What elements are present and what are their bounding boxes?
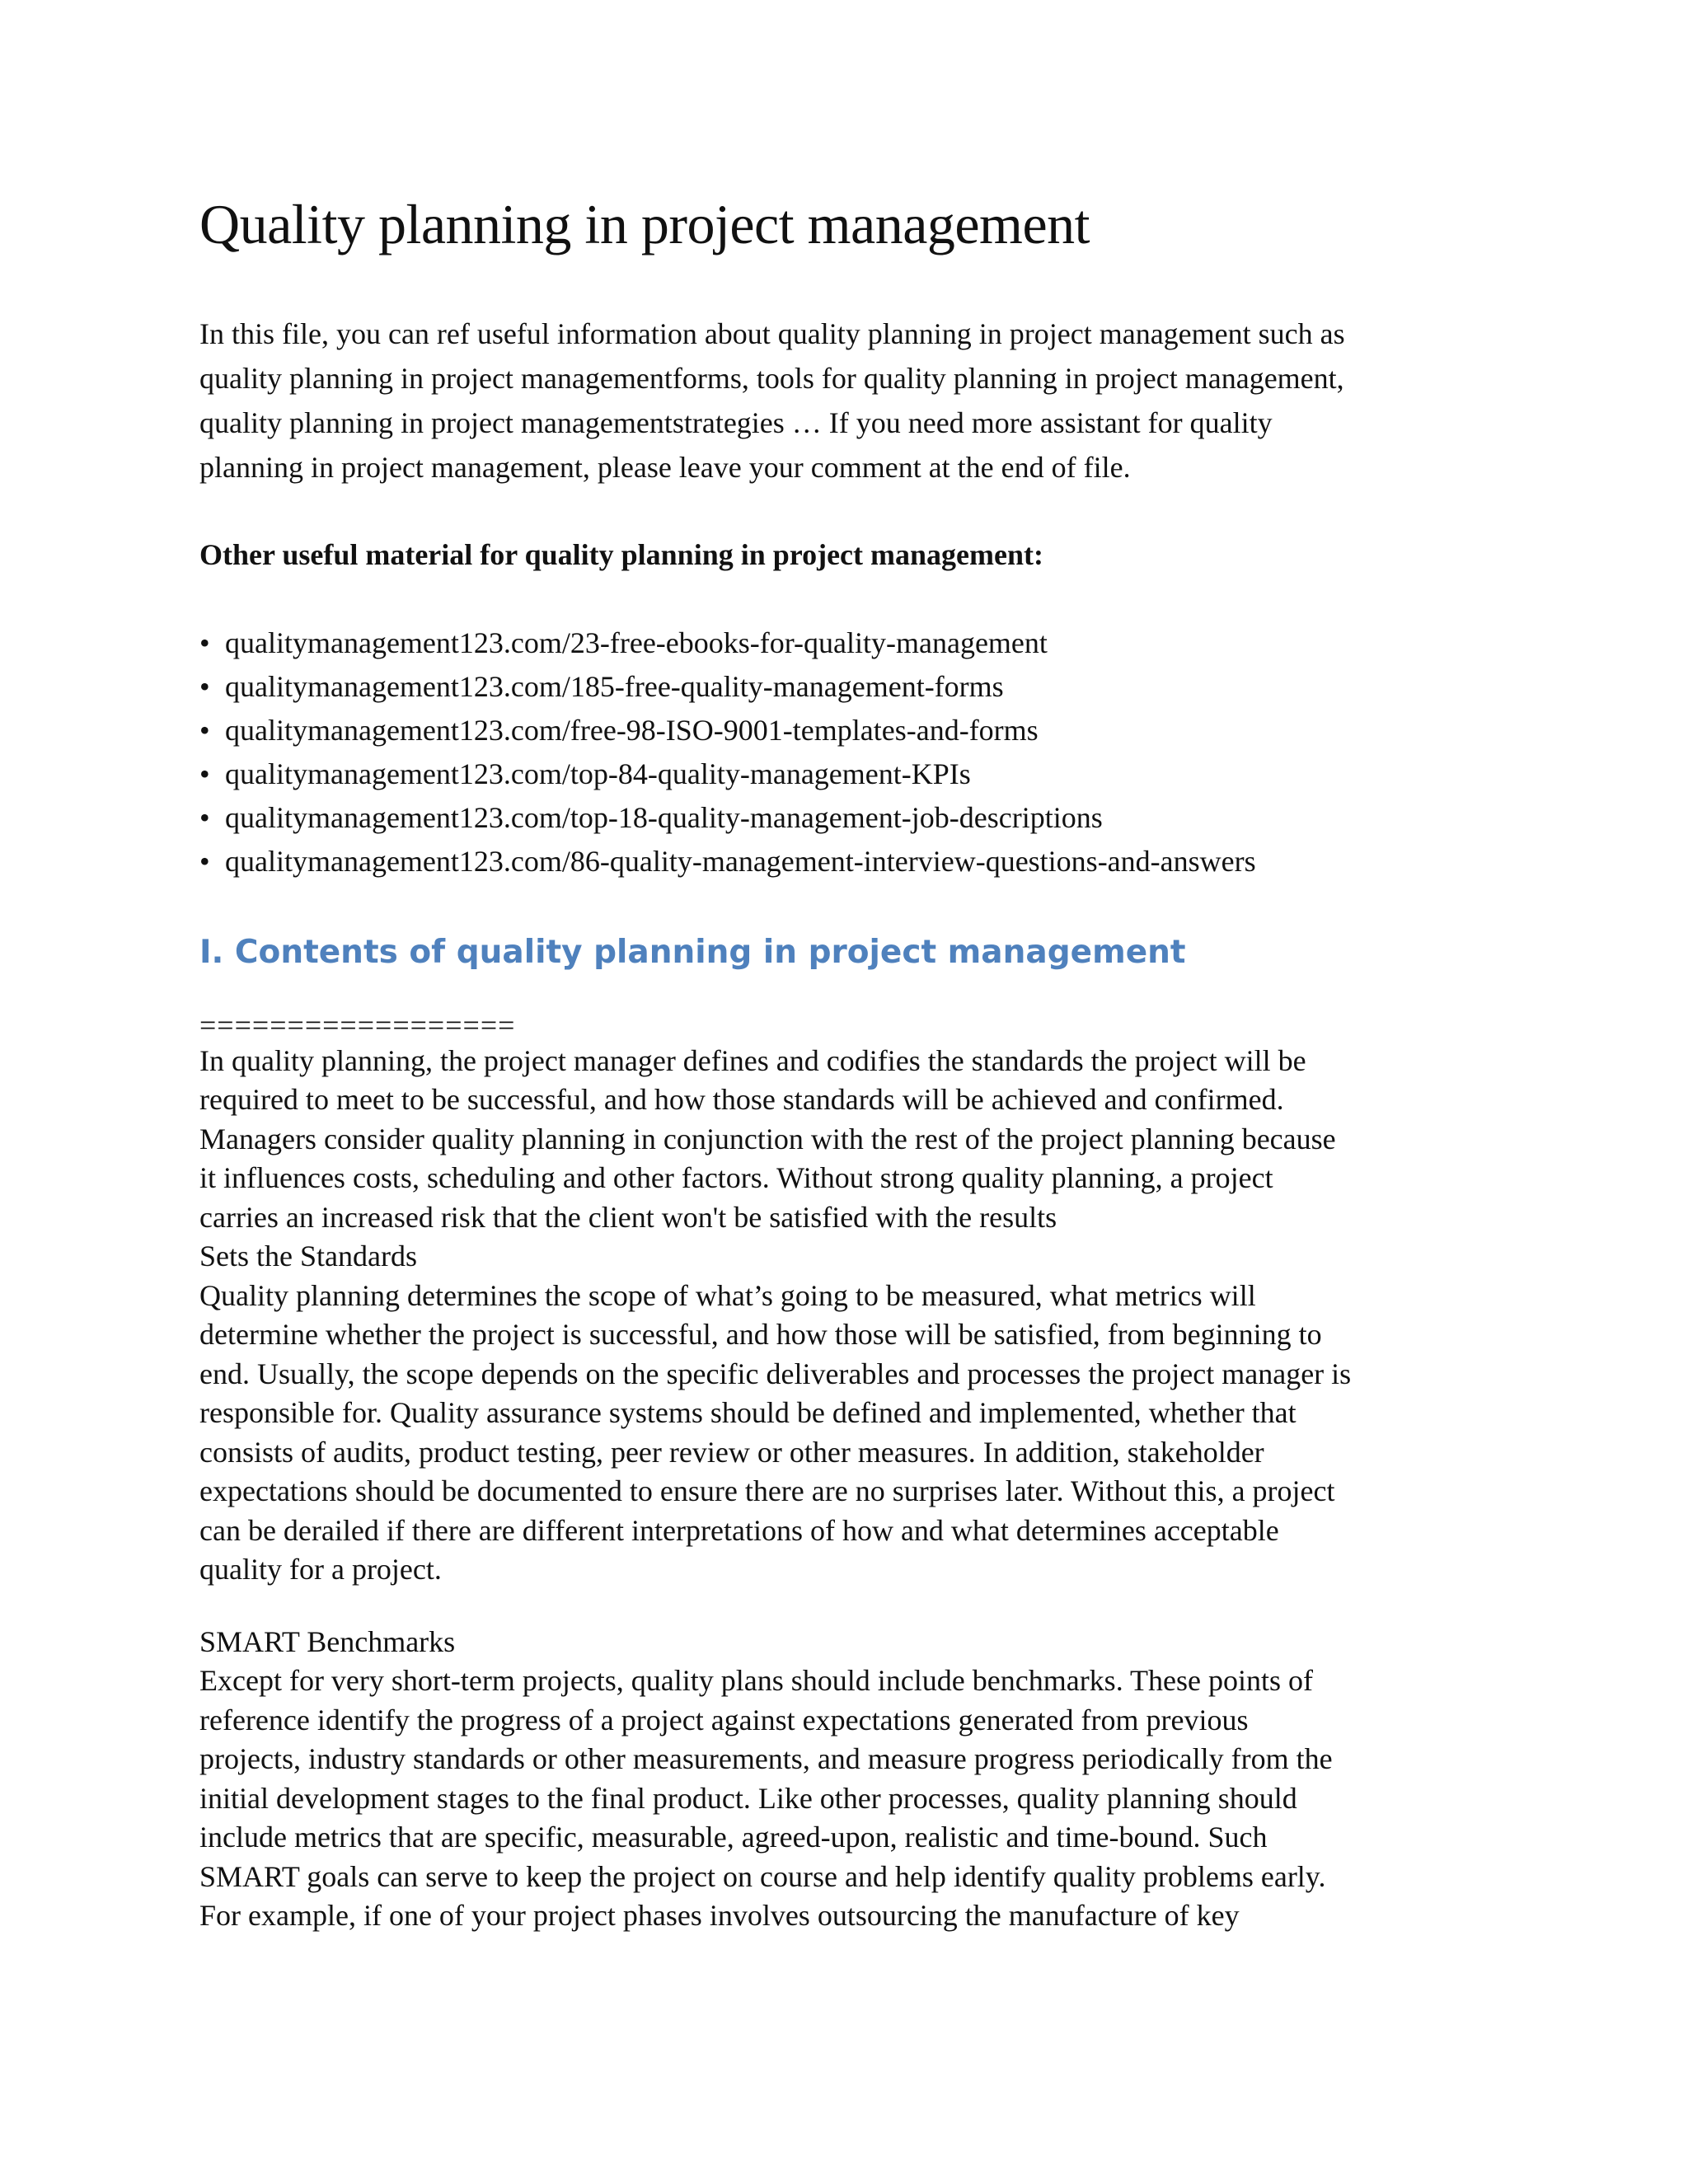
paragraph-line: Except for very short-term projects, quality plans should include benchmarks. These points of [199,1664,1314,1698]
resource-link[interactable]: qualitymanagement123.com/top-18-quality-management-job-descriptions [225,800,1103,834]
paragraph-line: required to meet to be successful, and how those standards will be achieved and confirmed. [199,1083,1284,1117]
paragraph-line: SMART goals can serve to keep the project on course and help identify quality problems early. [199,1859,1326,1893]
section-heading: I. Contents of quality planning in project management [199,933,1186,971]
paragraph-line: reference identify the progress of a project against expectations generated from previous [199,1703,1249,1736]
paragraph-line: responsible for. Quality assurance systems should be defined and implemented, whether that [199,1396,1296,1430]
paragraph-line: carries an increased risk that the client won't be satisfied with the results [199,1200,1057,1234]
paragraph-line: Quality planning determines the scope of what’s going to be measured, what metrics will [199,1278,1256,1312]
divider-line: ================== [199,1008,516,1042]
page-title: Quality planning in project management [199,193,1090,255]
resource-link-list [199,621,1502,883]
paragraph-line: it influences costs, scheduling and other factors. Without strong quality planning, a project [199,1161,1273,1195]
list-item [199,665,1502,709]
list-item [199,796,1502,840]
paragraph-line: Managers consider quality planning in conjunction with the rest of the project planning because [199,1122,1336,1155]
bullet-icon: • [199,800,210,834]
resource-link[interactable]: qualitymanagement123.com/185-free-quality-management-forms [225,669,1004,703]
resource-link[interactable]: qualitymanagement123.com/86-quality-management-interview-questions-and-answers [225,844,1256,878]
subheading: Sets the Standards [199,1240,417,1273]
bullet-icon: • [199,669,210,703]
paragraph-line: initial development stages to the final product. Like other processes, quality planning should [199,1781,1297,1815]
resource-link[interactable]: qualitymanagement123.com/top-84-quality-management-KPIs [225,757,971,790]
list-item [199,709,1502,752]
paragraph-line: consists of audits, product testing, peer review or other measures. In addition, stakeholder [199,1435,1264,1469]
subheading: SMART Benchmarks [199,1624,456,1658]
resource-link[interactable]: qualitymanagement123.com/free-98-ISO-9001-templates-and-forms [225,713,1039,747]
bullet-icon: • [199,844,210,878]
bullet-icon: • [199,713,210,747]
list-item [199,840,1502,883]
bullet-icon: • [199,757,210,790]
intro-paragraph [199,312,1502,490]
paragraph-line: determine whether the project is successful, and how those will be satisfied, from beginning to [199,1318,1322,1352]
paragraph-line: include metrics that are specific, measurable, agreed-upon, realistic and time-bound. Such [199,1821,1268,1854]
other-material-heading: Other useful material for quality planning in project management: [199,537,1043,571]
paragraph-line: expectations should be documented to ensure there are no surprises later. Without this, a project [199,1474,1335,1508]
body-paragraph-1 [199,1042,1502,1590]
paragraph-line: end. Usually, the scope depends on the specific deliverables and processes the project manager is [199,1357,1352,1390]
paragraph-line: quality for a project. [199,1553,442,1586]
intro-line: quality planning in project managementforms, tools for quality planning in project management, [199,361,1344,395]
paragraph-line: For example, if one of your project phases involves outsourcing the manufacture of key [199,1899,1240,1933]
intro-line: quality planning in project managementstrategies … If you need more assistant for quality [199,405,1273,439]
paragraph-line: can be derailed if there are different interpretations of how and what determines acceptable [199,1513,1279,1547]
intro-line: planning in project management, please leave your comment at the end of file. [199,450,1131,484]
bullet-icon: • [199,626,210,659]
paragraph-line: projects, industry standards or other measurements, and measure progress periodically from the [199,1742,1333,1776]
paragraph-line: In quality planning, the project manager defines and codifies the standards the project will be [199,1043,1306,1077]
list-item [199,752,1502,796]
list-item [199,621,1502,665]
document-content [199,191,1502,1936]
body-paragraph-2 [199,1623,1502,1936]
intro-line: In this file, you can ref useful information about quality planning in project management such as [199,316,1345,350]
resource-link[interactable]: qualitymanagement123.com/23-free-ebooks-for-quality-management [225,626,1048,659]
